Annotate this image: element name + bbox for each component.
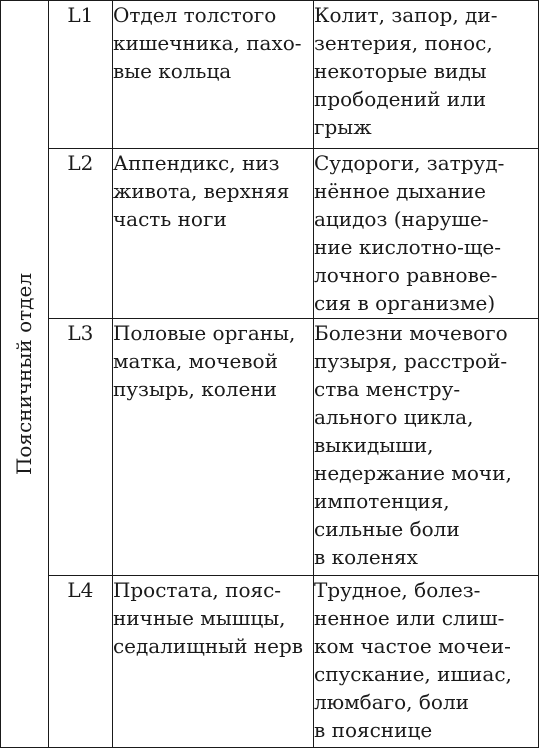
vertebra-code: L2 [48, 149, 112, 319]
section-cell [1, 1, 49, 748]
affected-area [112, 576, 313, 748]
text-line: Болезни мочевого [314, 321, 508, 345]
text-line: Простата, пояс- [112, 578, 282, 602]
text-line: зентерия, понос, [314, 31, 493, 55]
vertebra-code: L3 [48, 319, 112, 576]
text-line: некоторые виды [314, 59, 487, 83]
text-line: живота, верхняя [112, 179, 290, 203]
section-label: Поясничный отдел [12, 272, 37, 476]
text-line: выкидыши, [314, 433, 434, 457]
conditions [314, 1, 539, 149]
text-line: вые кольца [112, 59, 232, 83]
text-line: грыж [314, 115, 372, 139]
text-line: Колит, запор, ди- [314, 3, 498, 27]
text-line: сия в организме) [314, 291, 496, 315]
text-line: прободений или [314, 87, 487, 111]
conditions [314, 149, 539, 319]
text-line: ничные мышцы, [112, 606, 286, 630]
conditions [314, 319, 539, 576]
text-line: в коленях [314, 545, 418, 569]
text-line: в пояснице [314, 718, 433, 742]
vertebra-code: L4 [48, 576, 112, 748]
conditions [314, 576, 539, 748]
text-line: ние кислотно-ще- [314, 235, 502, 259]
text-line: ацидоз (наруше- [314, 207, 489, 231]
text-line: люмбаго, боли [314, 690, 469, 714]
table-row [1, 576, 539, 748]
text-line: кишечника, пахо- [112, 31, 302, 55]
text-line: импотенция, [314, 489, 450, 513]
text-line: ства менстру- [314, 377, 461, 401]
text-line: седалищный нерв [112, 634, 304, 658]
affected-area [112, 1, 313, 149]
text-line: сильные боли [314, 517, 460, 541]
text-line: спускание, ишиас, [314, 662, 512, 686]
text-line: Аппендикс, низ [112, 151, 280, 175]
text-line: пузыря, расстрой- [314, 349, 508, 373]
affected-area [112, 319, 313, 576]
text-line: пузырь, колени [112, 377, 278, 401]
text-line: Трудное, болез- [314, 578, 481, 602]
table-row [1, 1, 539, 149]
text-line: лочного равнове- [314, 263, 498, 287]
table-row [1, 149, 539, 319]
text-line: Судороги, затруд- [314, 151, 505, 175]
text-line: Отдел толстого [112, 3, 277, 27]
table-row [1, 319, 539, 576]
text-line: часть ноги [112, 207, 227, 231]
text-line: ального цикла, [314, 405, 474, 429]
text-line: недержание мочи, [314, 461, 512, 485]
text-line: матка, мочевой [112, 349, 278, 373]
text-line: ненное или слиш- [314, 606, 505, 630]
vertebra-code: L1 [48, 1, 112, 149]
text-line: Половые органы, [112, 321, 296, 345]
text-line: ком частое мочеи- [314, 634, 511, 658]
affected-area [112, 149, 313, 319]
text-line: нённое дыхание [314, 179, 486, 203]
